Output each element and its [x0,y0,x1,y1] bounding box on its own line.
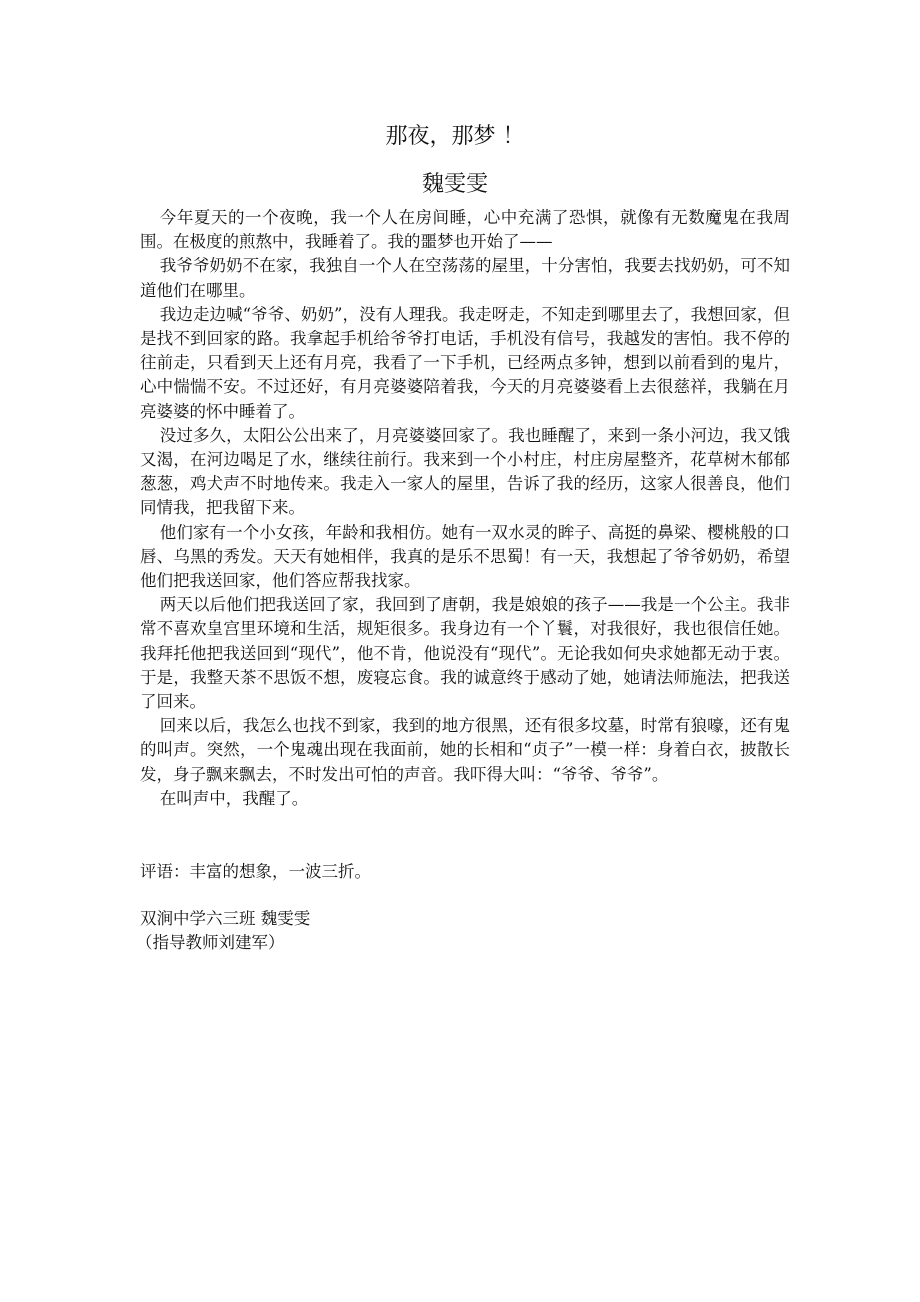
paragraph: 没过多久，太阳公公出来了，月亮婆婆回家了。我也睡醒了，来到一条小河边，我又饿又渴，在河边喝足了水，继续往前行。我来到一个小村庄，村庄房屋整齐，花草树木郁郁葱葱，鸡犬声不时地传来。我走入一家人的屋里，告诉了我的经历，这家人很善良，他们同情我，把我留下来。 [140,425,790,518]
paragraph: 他们家有一个小女孩，年龄和我相仿。她有一双水灵的眸子、高挺的鼻梁、樱桃般的口唇、乌黑的秀发。天天有她相伴，我真的是乐不思蜀！有一天，我想起了爷爷奶奶，希望他们把我送回家，他们答应帮我找家。 [140,522,790,591]
school-class-signature: 双涧中学六三班 魏雯雯 [140,909,311,928]
essay-title: 那夜，那梦 ！ [385,124,525,149]
essay-body [140,206,790,811]
paragraph: 我边走边喊“爷爷、奶奶”，没有人理我。我走呀走，不知走到哪里去了，我想回家，但是找不到回家的路。我拿起手机给爷爷打电话，手机没有信号，我越发的害怕。我不停的往前走，只看到天上还有月亮，我看了一下手机，已经两点多钟，想到以前看到的鬼片，心中惴惴不安。不过还好，有月亮婆婆陪着我，今天的月亮婆婆看上去很慈祥，我躺在月亮婆婆的怀中睡着了。 [140,304,790,421]
instructor-note: （指导教师刘建军） [136,933,285,952]
paragraph: 在叫声中，我醒了。 [159,788,309,808]
paragraph: 两天以后他们把我送回了家，我回到了唐朝，我是娘娘的孩子——我是一个公主。我非常不喜欢皇宫里环境和生活，规矩很多。我身边有一个丫鬟，对我很好，我也很信任她。我拜托他把我送回到“现代”，他不肯，他说没有“现代”。无论我如何央求她都无动于衷。于是，我整天茶不思饭不想，废寝忘食。我的诚意终于感动了她，她请法师施法，把我送了回来。 [140,595,790,712]
author-name: 魏雯雯 [421,172,488,197]
paragraph: 我爷爷奶奶不在家，我独自一个人在空荡荡的屋里，十分害怕，我要去找奶奶，可不知道他们在哪里。 [140,256,790,300]
paragraph: 回来以后，我怎么也找不到家，我到的地方很黑，还有很多坟墓，时常有狼嚎，还有鬼的叫声。突然，一个鬼魂出现在我面前，她的长相和“贞子”一模一样：身着白衣，披散长发，身子飘来飘去，不时发出可怕的声音。我吓得大叫：“爷爷、爷爷”。 [140,716,790,784]
teacher-comment: 评语：丰富的想象，一波三折。 [140,862,371,881]
paragraph: 今年夏天的一个夜晚，我一个人在房间睡，心中充满了恐惧，就像有无数魔鬼在我周围。在极度的煎熬中，我睡着了。我的噩梦也开始了—— [140,208,790,252]
